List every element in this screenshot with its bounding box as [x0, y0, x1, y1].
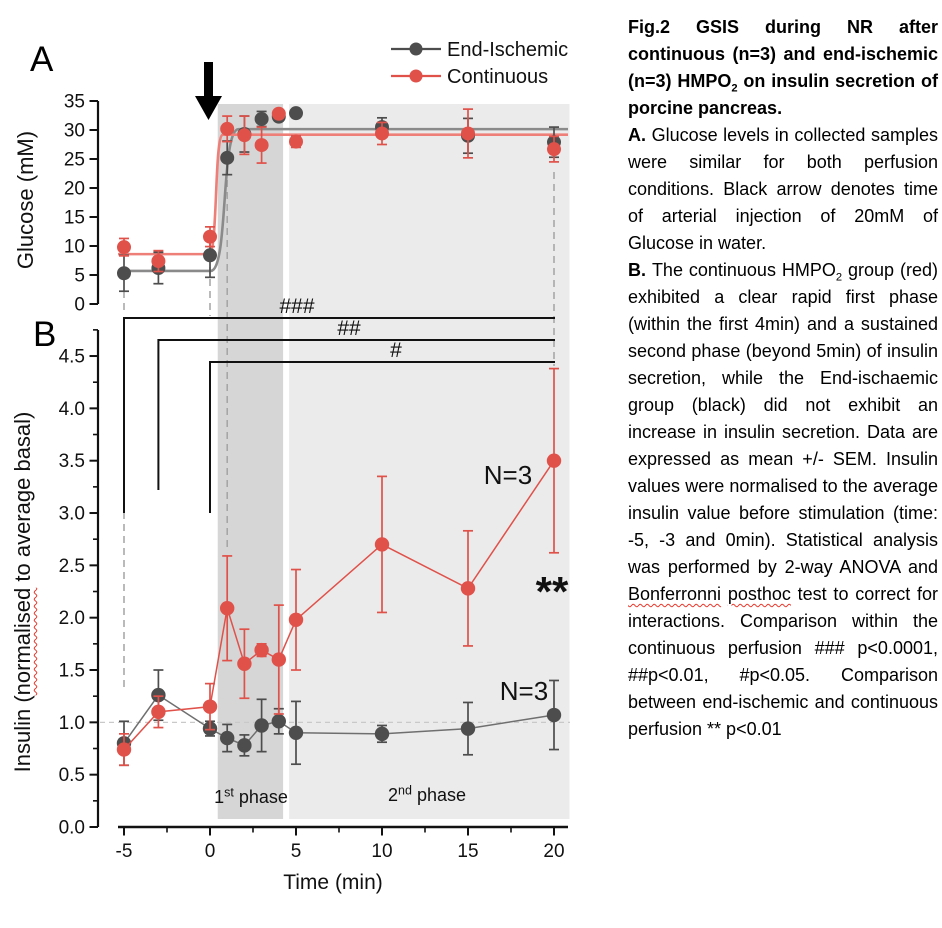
- caption-run: on insulin secretion of porcine pancreas.: [628, 71, 938, 118]
- glucose-y-tick-label: 5: [74, 265, 85, 287]
- glucose-end-ischemic-point: [220, 151, 234, 165]
- figure-caption: [628, 14, 938, 743]
- insulin-continuous-point: [220, 601, 234, 615]
- glucose-continuous-point: [255, 138, 269, 152]
- insulin-y-tick-label: 4.5: [58, 346, 85, 368]
- insulin-continuous-point: [151, 705, 165, 719]
- insulin-continuous-point: [254, 643, 268, 657]
- insulin-continuous-point: [461, 581, 475, 595]
- glucose-continuous-point: [237, 128, 251, 142]
- caption-run: Glucose levels in collected samples were similar for both perfusion conditions. Black arrow denotes time of arterial injection of 20mM of Glucose in water.: [628, 125, 938, 253]
- caption-run: [721, 584, 728, 604]
- glucose-y-tick-label: 35: [63, 91, 85, 113]
- caption-run: 2: [731, 82, 738, 95]
- sig-label: ###: [279, 295, 315, 318]
- insulin-end-ischemic-point: [375, 727, 389, 741]
- legend-label: End-Ischemic: [447, 39, 569, 61]
- insulin-y-tick-label: 2.5: [58, 555, 85, 577]
- glucose-continuous-point: [461, 126, 475, 140]
- sig-label: ##: [337, 317, 361, 340]
- insulin-y-tick-label: 3.5: [58, 451, 85, 473]
- caption-run: posthoc: [727, 584, 791, 604]
- caption-paragraph: [628, 14, 938, 122]
- time-x-tick-label: 0: [204, 841, 216, 862]
- glucose-y-tick-label: 10: [63, 236, 85, 258]
- panel-a-label: A: [30, 40, 54, 79]
- caption-run: group (red) exhibited a clear rapid first phase (within the first 4min) and a sustained second phase (beyond 5min) of insulin secretion, while the End-ischaemic group (black) did not exhibit an increase in insulin secretion. Data are expressed as mean +/- SEM. Insulin values were normalised to the average insulin value before stimulation (time: -5, -3 and 0min). Statistical analysis was performed by 2-way ANOVA and: [628, 260, 938, 577]
- legend-marker: [410, 70, 423, 83]
- axis-title-run: Insulin (: [10, 695, 35, 773]
- significance-stars: **: [535, 568, 569, 615]
- sig-label: #: [390, 339, 402, 362]
- caption-run: B.: [628, 260, 652, 280]
- insulin-end-ischemic-point: [272, 714, 286, 728]
- caption-run: A.: [628, 125, 652, 145]
- insulin-axis-title: [7, 342, 39, 842]
- insulin-y-tick-label: 0.0: [58, 817, 85, 839]
- insulin-y-tick-label: 3.0: [58, 503, 85, 525]
- n-label-end-ischemic: N=3: [499, 676, 549, 706]
- glucose-y-tick-label: 20: [63, 178, 85, 200]
- glucose-y-tick-label: 25: [63, 149, 85, 171]
- caption-paragraph: [628, 257, 938, 743]
- glucose-y-tick-label: 30: [63, 120, 85, 142]
- glucose-end-ischemic-point: [255, 112, 269, 126]
- time-x-tick-label: 5: [290, 841, 302, 862]
- axis-title-run: normalised: [10, 587, 35, 696]
- glucose-axis-title: Glucose (mM): [13, 130, 38, 270]
- insulin-end-ischemic-point: [547, 708, 561, 722]
- glucose-continuous-point: [220, 122, 234, 136]
- glucose-y-tick-label: 0: [74, 294, 85, 316]
- time-x-tick-label: -5: [115, 841, 133, 862]
- insulin-continuous-point: [203, 699, 217, 713]
- insulin-y-tick-label: 2.0: [58, 608, 85, 630]
- axis-title-run: to average basal): [10, 411, 35, 588]
- insulin-y-tick-label: 4.0: [58, 398, 85, 420]
- glucose-continuous-point: [272, 107, 286, 121]
- insulin-continuous-point: [547, 453, 561, 467]
- glucose-continuous-point: [117, 240, 131, 254]
- glucose-continuous-point: [547, 142, 561, 156]
- time-x-tick-label: 10: [371, 841, 393, 862]
- caption-run: 2: [835, 271, 843, 284]
- glucose-end-ischemic-point: [289, 106, 303, 120]
- phase-label: 2nd phase: [388, 783, 466, 805]
- time-x-tick-label: 15: [457, 841, 479, 862]
- insulin-continuous-point: [289, 613, 303, 627]
- glucose-end-ischemic-point: [117, 266, 131, 280]
- insulin-continuous-point: [272, 652, 286, 666]
- caption-run: Fig.2 GSIS during NR after continuous (n=3) and end-ischemic (n=3) HMPO: [628, 17, 938, 91]
- glucose-continuous-point: [203, 230, 217, 244]
- glucose-y-tick-label: 15: [63, 207, 85, 229]
- insulin-y-tick-label: 0.5: [58, 765, 85, 787]
- insulin-continuous-point: [117, 742, 131, 756]
- insulin-end-ischemic-point: [289, 726, 303, 740]
- insulin-end-ischemic-point: [254, 718, 268, 732]
- time-axis-title: Time (min): [283, 871, 383, 894]
- n-label-continuous: N=3: [483, 460, 533, 490]
- panel-b-label: B: [33, 315, 57, 354]
- insulin-end-ischemic-point: [220, 731, 234, 745]
- phase-label: 1st phase: [214, 785, 288, 807]
- glucose-end-ischemic-point: [203, 248, 217, 262]
- caption-run: test to correct for interactions. Comparison within the continuous perfusion ### p<0.0001, ##p<0.01, #p<0.05. Comparison between end-ischemic and continuous perfusion ** p<0.01: [628, 584, 938, 739]
- insulin-continuous-point: [375, 537, 389, 551]
- glucose-continuous-point: [151, 254, 165, 268]
- time-x-tick-label: 20: [543, 841, 565, 862]
- insulin-continuous-point: [237, 657, 251, 671]
- caption-run: Bonferronni: [628, 584, 722, 604]
- glucose-continuous-point: [375, 126, 389, 140]
- legend-marker: [410, 43, 423, 56]
- insulin-y-tick-label: 1.0: [58, 712, 85, 734]
- caption-paragraph: [628, 122, 938, 257]
- legend-label: Continuous: [447, 66, 549, 88]
- insulin-y-tick-label: 1.5: [58, 660, 85, 682]
- caption-run: The continuous HMPO: [651, 260, 836, 280]
- insulin-end-ischemic-point: [461, 721, 475, 735]
- insulin-end-ischemic-point: [237, 738, 251, 752]
- glucose-continuous-point: [289, 135, 303, 149]
